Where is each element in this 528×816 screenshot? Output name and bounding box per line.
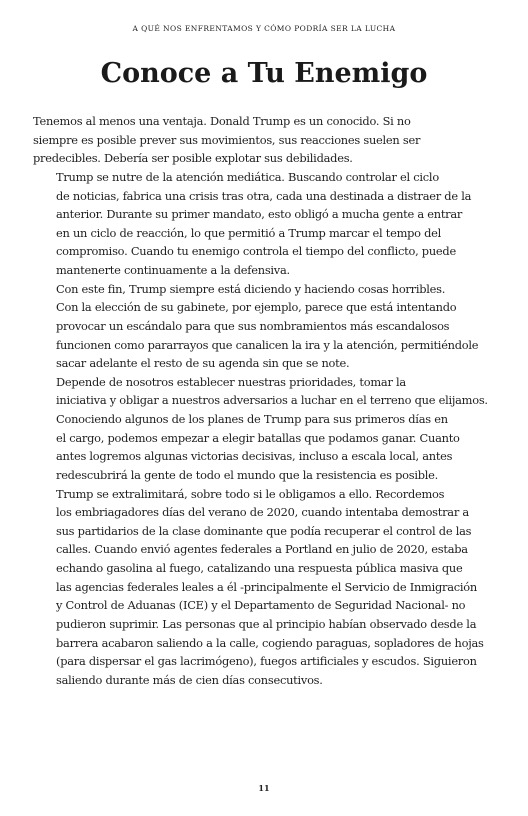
running-head: A QUÉ NOS ENFRENTAMOS Y CÓMO PODRÍA SER LA LUCHA xyxy=(132,24,396,33)
text-line: sacar adelante el resto de su agenda sin que se note. xyxy=(56,356,350,371)
page-number: 11 xyxy=(258,783,270,793)
text-line: en un ciclo de reacción, lo que permitió a Trump marcar el tempo del xyxy=(56,225,442,240)
body-text xyxy=(33,112,491,689)
text-line: barrera acabaron saliendo a la calle, cogiendo paraguas, sopladores de hojas xyxy=(56,635,484,650)
text-line: Trump se nutre de la atención mediática. Buscando controlar el ciclo xyxy=(56,169,439,184)
text-line: y Control de Aduanas (ICE) y el Departamento de Seguridad Nacional- no xyxy=(56,598,466,613)
text-line: Tenemos al menos una ventaja. Donald Trump es un conocido. Si no xyxy=(33,114,411,128)
text-line: sus partidarios de la clase dominante que podía recuperar el control de las xyxy=(56,523,472,538)
paragraph xyxy=(33,373,491,485)
text-line: provocar un escándalo para que sus nombramientos más escandalosos xyxy=(56,318,450,333)
text-line: Con este fin, Trump siempre está diciendo y haciendo cosas horribles. xyxy=(56,281,446,296)
text-line: Con la elección de su gabinete, por ejemplo, parece que está intentando xyxy=(56,300,457,315)
text-line: pudieron suprimir. Las personas que al principio habían observado desde la xyxy=(56,616,477,631)
text-line: mantenerte continuamente a la defensiva. xyxy=(56,263,290,277)
text-line: Trump se extralimitará, sobre todo si le obligamos a ello. Recordemos xyxy=(56,486,445,501)
text-line: saliendo durante más de cien días consecutivos. xyxy=(56,672,323,687)
text-line: funcionen como pararrayos que canalicen la ira y la atención, permitiéndole xyxy=(56,337,479,352)
paragraph xyxy=(33,112,491,168)
text-line: anterior. Durante su primer mandato, esto obligó a mucha gente a entrar xyxy=(56,207,463,222)
text-line: los embriagadores días del verano de 2020, cuando intentaba demostrar a xyxy=(56,505,469,520)
text-line: iniciativa y obligar a nuestros adversarios a luchar en el terreno que elijamos. xyxy=(56,393,488,408)
text-line: antes logremos algunas victorias decisivas, incluso a escala local, antes xyxy=(56,449,453,464)
chapter-title: Conoce a Tu Enemigo xyxy=(100,58,428,89)
paragraph xyxy=(33,168,491,280)
paragraph xyxy=(33,280,491,373)
text-line: Conociendo algunos de los planes de Trump para sus primeros días en xyxy=(56,412,448,426)
text-line: Depende de nosotros establecer nuestras prioridades, tomar la xyxy=(56,374,406,389)
text-line: (para dispersar el gas lacrimógeno), fuegos artificiales y escudos. Siguieron xyxy=(56,654,477,669)
text-line: siempre es posible prever sus movimientos, sus reacciones suelen ser xyxy=(33,132,421,147)
paragraph xyxy=(33,485,491,690)
text-line: compromiso. Cuando tu enemigo controla el tiempo del conflicto, puede xyxy=(56,244,456,259)
text-line: calles. Cuando envió agentes federales a Portland en julio de 2020, estaba xyxy=(56,542,468,557)
text-line: de noticias, fabrica una crisis tras otra, cada una destinada a distraer de la xyxy=(56,188,472,203)
text-line: el cargo, podemos empezar a elegir batallas que podamos ganar. Cuanto xyxy=(56,430,460,445)
text-line: predecibles. Debería ser posible explotar sus debilidades. xyxy=(33,151,353,166)
text-line: las agencias federales leales a él -principalmente el Servicio de Inmigración xyxy=(56,579,477,594)
text-line: echando gasolina al fuego, catalizando una respuesta pública masiva que xyxy=(56,561,463,575)
text-line: redescubrirá la gente de todo el mundo que la resistencia es posible. xyxy=(56,467,439,482)
